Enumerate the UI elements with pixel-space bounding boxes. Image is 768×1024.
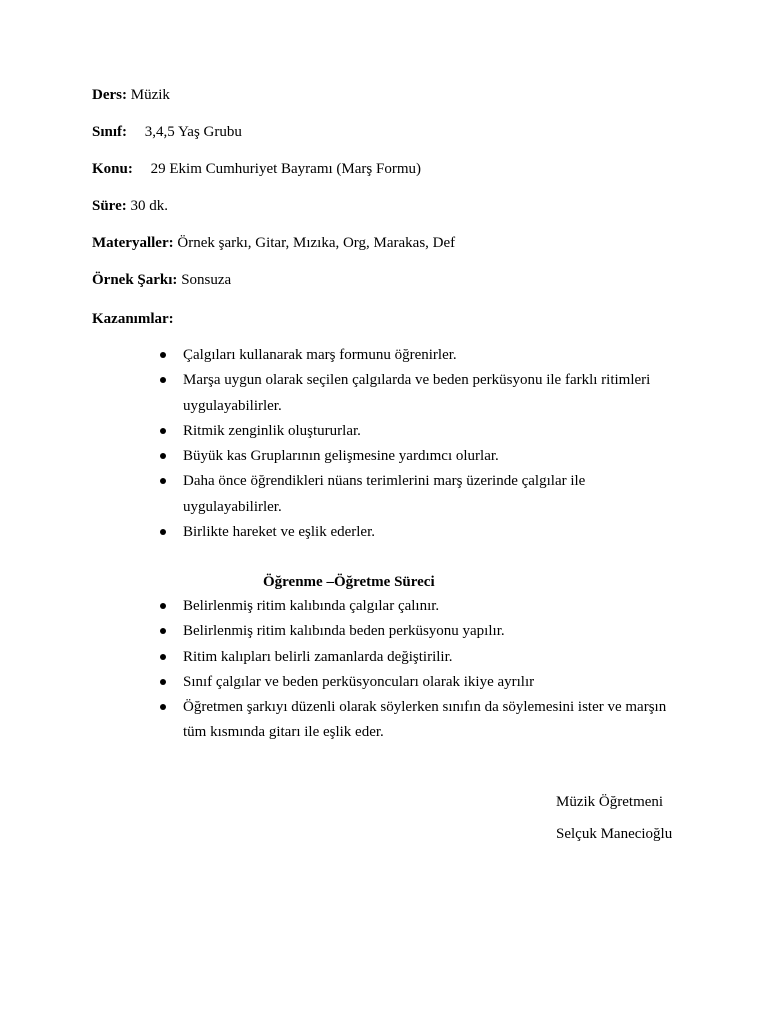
field-konu-value: 29 Ekim Cumhuriyet Bayramı (Marş Formu) [150,161,421,177]
bullet-icon [160,628,166,634]
field-materyaller-value: Örnek şarkı, Gitar, Mızıka, Org, Marakas, Def [177,235,456,251]
surec-list [160,594,680,746]
list-item: Daha önce öğrendikleri nüans terimlerini marş üzerinde çalgılar ile uygulayabilirler. [160,469,680,520]
surec-heading: Öğrenme –Öğretme Süreci [263,574,435,590]
list-item: Birlikte hareket ve eşlik ederler. [160,520,680,545]
list-item: Büyük kas Gruplarının gelişmesine yardımcı olurlar. [160,444,680,469]
bullet-icon [160,377,166,383]
list-item: Ritmik zenginlik oluştururlar. [160,419,680,444]
bullet-icon [160,453,166,459]
field-ders [92,86,170,104]
list-item: Sınıf çalgılar ve beden perküsyoncuları olarak ikiye ayrılır [160,670,680,695]
signature-role: Müzik Öğretmeni [556,794,664,810]
bullet-icon [160,529,166,535]
bullet-icon [160,478,166,484]
bullet-icon [160,679,166,685]
field-materyaller [92,234,455,252]
list-item: Belirlenmiş ritim kalıbında çalgılar çalınır. [160,594,680,619]
field-sinif-value: 3,4,5 Yaş Grubu [144,124,242,140]
list-item: Çalgıları kullanarak marş formunu öğrenirler. [160,343,680,368]
kazanimlar-heading: Kazanımlar: [92,311,174,327]
field-ders-label: Ders: [92,87,127,103]
field-ornek-sarki-value: Sonsuza [181,272,232,288]
field-konu-label: Konu: [92,161,133,177]
field-sinif-label: Sınıf: [92,124,128,140]
bullet-icon [160,428,166,434]
field-sure-label: Süre: [92,198,127,214]
list-item: Belirlenmiş ritim kalıbında beden perküsyonu yapılır. [160,619,680,644]
signature-name: Selçuk Manecioğlu [556,826,673,842]
field-sure-value: 30 dk. [130,198,168,214]
field-ornek-sarki [92,271,231,289]
list-item: Öğretmen şarkıyı düzenli olarak söylerken sınıfın da söylemesini ister ve marşın tüm kısmında gitarı ile eşlik eder. [160,695,680,746]
bullet-icon [160,603,166,609]
bullet-icon [160,352,166,358]
field-sinif [92,123,242,141]
field-materyaller-label: Materyaller: [92,235,174,251]
bullet-icon [160,704,166,710]
list-item: Ritim kalıpları belirli zamanlarda değiştirilir. [160,645,680,670]
bullet-icon [160,654,166,660]
list-item: Marşa uygun olarak seçilen çalgılarda ve beden perküsyonu ile farklı ritimleri uygulayabilirler. [160,368,680,419]
field-ders-value: Müzik [130,87,170,103]
field-sure [92,197,168,215]
field-ornek-sarki-label: Örnek Şarkı: [92,272,178,288]
kazanimlar-list [160,343,680,545]
field-konu [92,160,421,178]
